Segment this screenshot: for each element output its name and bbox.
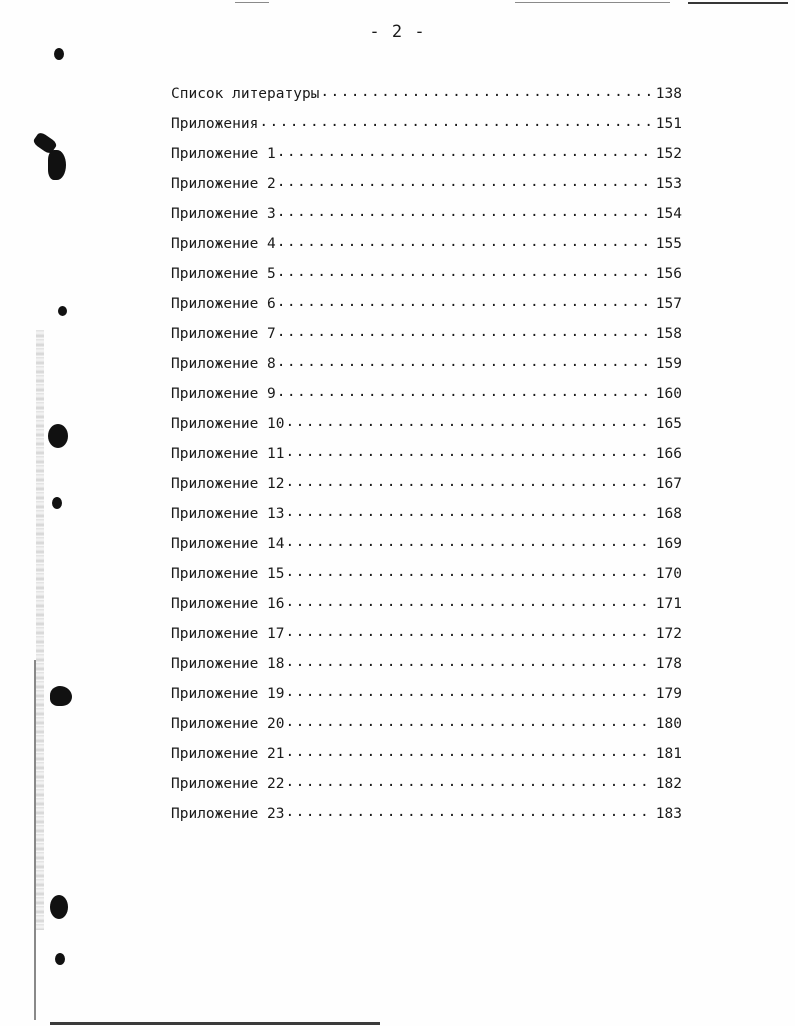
toc-entry-page-number: 180 bbox=[655, 716, 682, 732]
toc-entry bbox=[171, 114, 691, 144]
toc-entry bbox=[171, 594, 691, 624]
toc-entry-label: Приложение 1 bbox=[171, 146, 276, 162]
toc-entry-page-number: 160 bbox=[655, 386, 682, 402]
toc-dot-leader bbox=[277, 204, 653, 218]
scan-artifact-margin-streak bbox=[36, 330, 44, 930]
table-of-contents bbox=[171, 84, 691, 834]
toc-entry-page-number: 138 bbox=[655, 86, 682, 102]
page-number: - 2 - bbox=[369, 22, 426, 42]
toc-entry bbox=[171, 804, 691, 834]
toc-entry-label: Приложение 22 bbox=[171, 776, 285, 792]
toc-dot-leader bbox=[259, 114, 653, 128]
punch-hole-mark bbox=[50, 686, 72, 706]
toc-dot-leader bbox=[286, 714, 654, 728]
toc-entry-page-number: 179 bbox=[655, 686, 682, 702]
scan-artifact-top-rule bbox=[515, 2, 670, 3]
toc-dot-leader bbox=[277, 264, 653, 278]
toc-dot-leader bbox=[277, 234, 653, 248]
toc-entry-page-number: 169 bbox=[655, 536, 682, 552]
toc-entry-label: Приложения bbox=[171, 116, 259, 132]
toc-dot-leader bbox=[277, 144, 653, 158]
toc-entry-page-number: 152 bbox=[655, 146, 682, 162]
toc-dot-leader bbox=[286, 504, 654, 518]
toc-entry bbox=[171, 564, 691, 594]
toc-dot-leader bbox=[277, 294, 653, 308]
toc-dot-leader bbox=[286, 534, 654, 548]
toc-entry-page-number: 171 bbox=[655, 596, 682, 612]
punch-hole-mark bbox=[48, 424, 68, 448]
toc-dot-leader bbox=[286, 684, 654, 698]
toc-dot-leader bbox=[286, 624, 654, 638]
toc-dot-leader bbox=[277, 384, 653, 398]
toc-entry bbox=[171, 624, 691, 654]
punch-hole-mark bbox=[48, 150, 66, 180]
punch-hole-mark bbox=[54, 48, 64, 60]
toc-entry bbox=[171, 354, 691, 384]
toc-entry-label: Приложение 4 bbox=[171, 236, 276, 252]
scan-artifact-bottom-rule bbox=[50, 1022, 380, 1025]
toc-entry-label: Приложение 19 bbox=[171, 686, 285, 702]
toc-entry-label: Приложение 11 bbox=[171, 446, 285, 462]
punch-hole-mark bbox=[52, 497, 62, 509]
toc-entry-page-number: 154 bbox=[655, 206, 682, 222]
toc-entry-page-number: 158 bbox=[655, 326, 682, 342]
toc-entry-page-number: 156 bbox=[655, 266, 682, 282]
toc-dot-leader bbox=[277, 324, 653, 338]
toc-entry-label: Приложение 20 bbox=[171, 716, 285, 732]
toc-dot-leader bbox=[286, 654, 654, 668]
scan-artifact-top-rule bbox=[235, 2, 269, 3]
toc-dot-leader bbox=[277, 354, 653, 368]
toc-entry bbox=[171, 744, 691, 774]
toc-entry-page-number: 181 bbox=[655, 746, 682, 762]
toc-entry bbox=[171, 654, 691, 684]
toc-entry-page-number: 153 bbox=[655, 176, 682, 192]
toc-entry bbox=[171, 534, 691, 564]
toc-entry-label: Приложение 23 bbox=[171, 806, 285, 822]
toc-entry bbox=[171, 264, 691, 294]
toc-entry bbox=[171, 504, 691, 534]
toc-entry-label: Приложение 9 bbox=[171, 386, 276, 402]
toc-entry-page-number: 183 bbox=[655, 806, 682, 822]
punch-hole-mark bbox=[55, 953, 65, 965]
toc-entry bbox=[171, 84, 691, 114]
toc-entry-label: Приложение 17 bbox=[171, 626, 285, 642]
toc-entry-page-number: 151 bbox=[655, 116, 682, 132]
toc-entry-page-number: 165 bbox=[655, 416, 682, 432]
toc-entry-label: Приложение 12 bbox=[171, 476, 285, 492]
toc-entry-page-number: 172 bbox=[655, 626, 682, 642]
toc-dot-leader bbox=[320, 84, 653, 98]
toc-entry-label: Приложение 14 bbox=[171, 536, 285, 552]
toc-entry bbox=[171, 384, 691, 414]
toc-entry bbox=[171, 234, 691, 264]
toc-entry-label: Приложение 10 bbox=[171, 416, 285, 432]
scan-artifact-top-rule bbox=[688, 2, 788, 4]
punch-hole-mark bbox=[58, 306, 67, 316]
toc-entry bbox=[171, 144, 691, 174]
toc-entry-page-number: 170 bbox=[655, 566, 682, 582]
toc-entry-page-number: 178 bbox=[655, 656, 682, 672]
toc-entry-page-number: 182 bbox=[655, 776, 682, 792]
toc-entry-page-number: 167 bbox=[655, 476, 682, 492]
toc-entry-label: Приложение 18 bbox=[171, 656, 285, 672]
toc-dot-leader bbox=[286, 474, 654, 488]
toc-entry-label: Приложение 5 bbox=[171, 266, 276, 282]
toc-dot-leader bbox=[286, 564, 654, 578]
toc-entry bbox=[171, 414, 691, 444]
toc-entry bbox=[171, 714, 691, 744]
toc-entry-label: Приложение 8 bbox=[171, 356, 276, 372]
toc-entry-label: Приложение 7 bbox=[171, 326, 276, 342]
toc-entry bbox=[171, 324, 691, 354]
toc-dot-leader bbox=[286, 594, 654, 608]
toc-dot-leader bbox=[286, 444, 654, 458]
toc-entry bbox=[171, 774, 691, 804]
toc-entry bbox=[171, 174, 691, 204]
toc-entry-page-number: 155 bbox=[655, 236, 682, 252]
toc-entry-label: Приложение 6 bbox=[171, 296, 276, 312]
toc-dot-leader bbox=[286, 804, 654, 818]
toc-entry-label: Приложение 21 bbox=[171, 746, 285, 762]
toc-entry bbox=[171, 684, 691, 714]
toc-entry-label: Приложение 16 bbox=[171, 596, 285, 612]
toc-entry bbox=[171, 474, 691, 504]
scan-artifact-margin-line bbox=[34, 660, 36, 1020]
toc-dot-leader bbox=[286, 744, 654, 758]
toc-entry-page-number: 159 bbox=[655, 356, 682, 372]
toc-entry-label: Приложение 13 bbox=[171, 506, 285, 522]
toc-entry bbox=[171, 294, 691, 324]
toc-entry bbox=[171, 444, 691, 474]
toc-dot-leader bbox=[286, 774, 654, 788]
punch-hole-mark bbox=[50, 895, 68, 919]
toc-entry-page-number: 157 bbox=[655, 296, 682, 312]
toc-entry-page-number: 166 bbox=[655, 446, 682, 462]
toc-entry-label: Приложение 3 bbox=[171, 206, 276, 222]
toc-entry-label: Список литературы bbox=[171, 86, 320, 102]
toc-entry-page-number: 168 bbox=[655, 506, 682, 522]
toc-entry bbox=[171, 204, 691, 234]
toc-dot-leader bbox=[286, 414, 654, 428]
toc-dot-leader bbox=[277, 174, 653, 188]
toc-entry-label: Приложение 15 bbox=[171, 566, 285, 582]
toc-entry-label: Приложение 2 bbox=[171, 176, 276, 192]
